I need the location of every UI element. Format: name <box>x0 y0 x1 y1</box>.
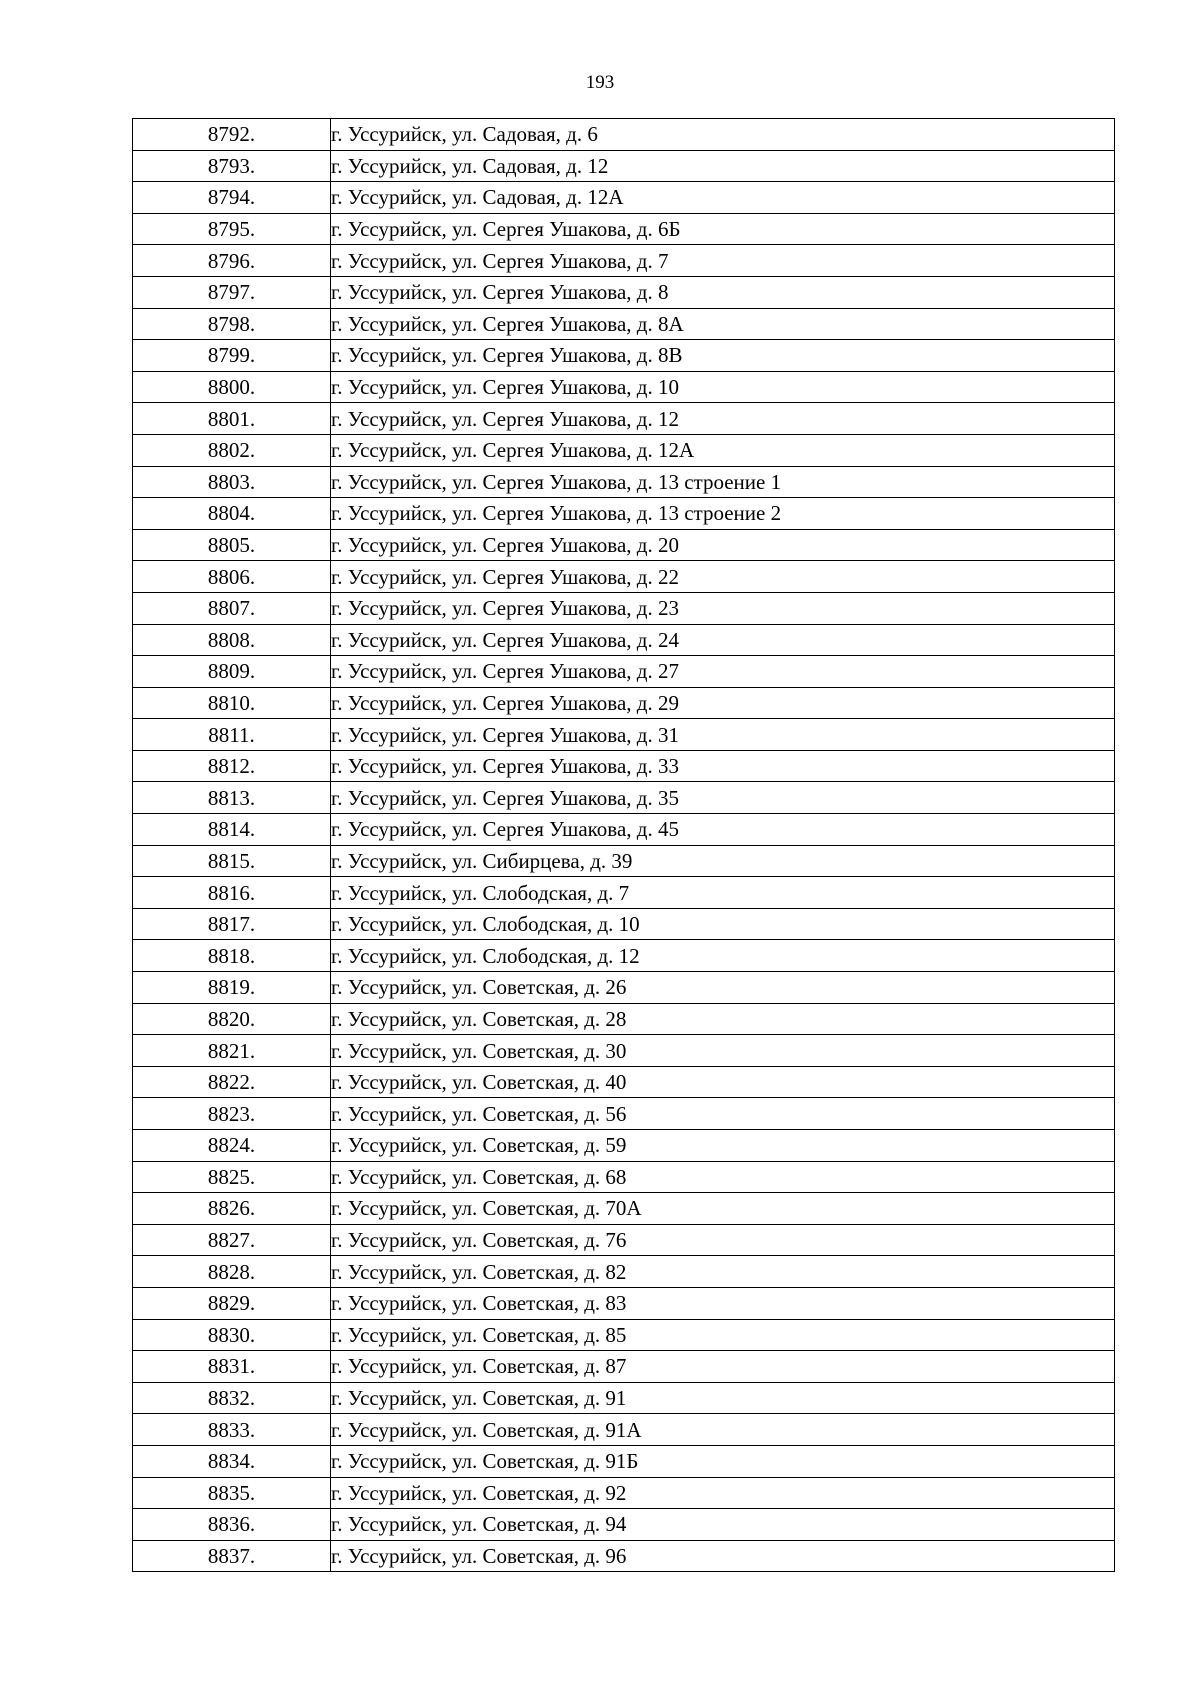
table-row <box>133 213 1115 245</box>
table-row <box>133 182 1115 214</box>
row-number: 8821. <box>133 1035 331 1067</box>
table-row <box>133 1477 1115 1509</box>
table-row <box>133 1256 1115 1288</box>
row-address: г. Уссурийск, ул. Слободская, д. 10 <box>331 908 1115 940</box>
table-row <box>133 561 1115 593</box>
table-row <box>133 1003 1115 1035</box>
table-row <box>133 1193 1115 1225</box>
row-number: 8828. <box>133 1256 331 1288</box>
row-number: 8805. <box>133 529 331 561</box>
row-number: 8835. <box>133 1477 331 1509</box>
table-row <box>133 403 1115 435</box>
row-address: г. Уссурийск, ул. Сергея Ушакова, д. 6Б <box>331 213 1115 245</box>
row-address: г. Уссурийск, ул. Сергея Ушакова, д. 35 <box>331 782 1115 814</box>
table-row <box>133 1224 1115 1256</box>
row-number: 8799. <box>133 340 331 372</box>
row-number: 8829. <box>133 1287 331 1319</box>
table-row <box>133 1130 1115 1162</box>
row-address: г. Уссурийск, ул. Советская, д. 91А <box>331 1414 1115 1446</box>
row-address: г. Уссурийск, ул. Сергея Ушакова, д. 8А <box>331 308 1115 340</box>
row-address: г. Уссурийск, ул. Советская, д. 40 <box>331 1066 1115 1098</box>
row-number: 8818. <box>133 940 331 972</box>
row-number: 8832. <box>133 1382 331 1414</box>
row-number: 8808. <box>133 624 331 656</box>
table-row <box>133 719 1115 751</box>
table-row <box>133 1414 1115 1446</box>
row-number: 8815. <box>133 845 331 877</box>
row-number: 8825. <box>133 1161 331 1193</box>
row-address: г. Уссурийск, ул. Советская, д. 28 <box>331 1003 1115 1035</box>
row-number: 8814. <box>133 814 331 846</box>
table-row <box>133 782 1115 814</box>
row-address: г. Уссурийск, ул. Сергея Ушакова, д. 27 <box>331 656 1115 688</box>
row-address: г. Уссурийск, ул. Сергея Ушакова, д. 8В <box>331 340 1115 372</box>
row-address: г. Уссурийск, ул. Советская, д. 82 <box>331 1256 1115 1288</box>
table-row <box>133 845 1115 877</box>
row-number: 8823. <box>133 1098 331 1130</box>
row-address: г. Уссурийск, ул. Садовая, д. 12А <box>331 182 1115 214</box>
table-row <box>133 340 1115 372</box>
table-row <box>133 150 1115 182</box>
row-address: г. Уссурийск, ул. Слободская, д. 12 <box>331 940 1115 972</box>
row-number: 8801. <box>133 403 331 435</box>
row-number: 8797. <box>133 276 331 308</box>
page-number: 193 <box>585 72 615 93</box>
table-row <box>133 1098 1115 1130</box>
row-number: 8817. <box>133 908 331 940</box>
row-address: г. Уссурийск, ул. Слободская, д. 7 <box>331 877 1115 909</box>
table-row <box>133 245 1115 277</box>
row-number: 8798. <box>133 308 331 340</box>
row-address: г. Уссурийск, ул. Советская, д. 91Б <box>331 1445 1115 1477</box>
row-number: 8827. <box>133 1224 331 1256</box>
row-number: 8812. <box>133 750 331 782</box>
table-row <box>133 750 1115 782</box>
row-number: 8822. <box>133 1066 331 1098</box>
row-number: 8834. <box>133 1445 331 1477</box>
row-address: г. Уссурийск, ул. Сергея Ушакова, д. 45 <box>331 814 1115 846</box>
table-row <box>133 908 1115 940</box>
table-row <box>133 1066 1115 1098</box>
row-address: г. Уссурийск, ул. Сергея Ушакова, д. 23 <box>331 592 1115 624</box>
row-address: г. Уссурийск, ул. Сергея Ушакова, д. 13 строение 1 <box>331 466 1115 498</box>
table-row <box>133 656 1115 688</box>
table-row <box>133 466 1115 498</box>
table-row <box>133 371 1115 403</box>
row-number: 8810. <box>133 687 331 719</box>
row-number: 8796. <box>133 245 331 277</box>
row-address: г. Уссурийск, ул. Сергея Ушакова, д. 20 <box>331 529 1115 561</box>
table-row <box>133 1319 1115 1351</box>
table-row <box>133 940 1115 972</box>
table-row <box>133 1351 1115 1383</box>
row-number: 8816. <box>133 877 331 909</box>
row-address: г. Уссурийск, ул. Сергея Ушакова, д. 22 <box>331 561 1115 593</box>
table-row <box>133 1509 1115 1541</box>
row-address: г. Уссурийск, ул. Советская, д. 68 <box>331 1161 1115 1193</box>
row-number: 8824. <box>133 1130 331 1162</box>
table-row <box>133 972 1115 1004</box>
table-row <box>133 687 1115 719</box>
row-number: 8803. <box>133 466 331 498</box>
table-row <box>133 1287 1115 1319</box>
row-address: г. Уссурийск, ул. Советская, д. 85 <box>331 1319 1115 1351</box>
row-number: 8793. <box>133 150 331 182</box>
table-row <box>133 1161 1115 1193</box>
table-row <box>133 1382 1115 1414</box>
row-address: г. Уссурийск, ул. Сергея Ушакова, д. 7 <box>331 245 1115 277</box>
row-number: 8806. <box>133 561 331 593</box>
row-address: г. Уссурийск, ул. Советская, д. 91 <box>331 1382 1115 1414</box>
row-address: г. Уссурийск, ул. Советская, д. 92 <box>331 1477 1115 1509</box>
table-row <box>133 1540 1115 1572</box>
row-address: г. Уссурийск, ул. Садовая, д. 6 <box>331 119 1115 151</box>
table-row <box>133 592 1115 624</box>
table-row <box>133 498 1115 530</box>
row-number: 8826. <box>133 1193 331 1225</box>
row-address: г. Уссурийск, ул. Сергея Ушакова, д. 10 <box>331 371 1115 403</box>
table-row <box>133 1035 1115 1067</box>
row-address: г. Уссурийск, ул. Советская, д. 70А <box>331 1193 1115 1225</box>
row-number: 8811. <box>133 719 331 751</box>
row-number: 8831. <box>133 1351 331 1383</box>
row-number: 8819. <box>133 972 331 1004</box>
row-number: 8833. <box>133 1414 331 1446</box>
row-address: г. Уссурийск, ул. Советская, д. 56 <box>331 1098 1115 1130</box>
row-number: 8830. <box>133 1319 331 1351</box>
table-row <box>133 624 1115 656</box>
table-row <box>133 814 1115 846</box>
row-number: 8836. <box>133 1509 331 1541</box>
table-row <box>133 119 1115 151</box>
row-address: г. Уссурийск, ул. Советская, д. 87 <box>331 1351 1115 1383</box>
row-number: 8794. <box>133 182 331 214</box>
table-row <box>133 434 1115 466</box>
row-address: г. Уссурийск, ул. Сергея Ушакова, д. 13 строение 2 <box>331 498 1115 530</box>
row-address: г. Уссурийск, ул. Сергея Ушакова, д. 29 <box>331 687 1115 719</box>
table-row <box>133 276 1115 308</box>
row-address: г. Уссурийск, ул. Сергея Ушакова, д. 12 <box>331 403 1115 435</box>
address-table-body <box>133 119 1115 1572</box>
row-number: 8800. <box>133 371 331 403</box>
table-row <box>133 1445 1115 1477</box>
row-address: г. Уссурийск, ул. Сергея Ушакова, д. 24 <box>331 624 1115 656</box>
row-number: 8804. <box>133 498 331 530</box>
row-address: г. Уссурийск, ул. Советская, д. 30 <box>331 1035 1115 1067</box>
row-address: г. Уссурийск, ул. Сергея Ушакова, д. 33 <box>331 750 1115 782</box>
row-number: 8802. <box>133 434 331 466</box>
row-number: 8792. <box>133 119 331 151</box>
row-address: г. Уссурийск, ул. Советская, д. 94 <box>331 1509 1115 1541</box>
row-address: г. Уссурийск, ул. Садовая, д. 12 <box>331 150 1115 182</box>
row-number: 8813. <box>133 782 331 814</box>
row-address: г. Уссурийск, ул. Сергея Ушакова, д. 8 <box>331 276 1115 308</box>
row-number: 8807. <box>133 592 331 624</box>
row-address: г. Уссурийск, ул. Сибирцева, д. 39 <box>331 845 1115 877</box>
row-address: г. Уссурийск, ул. Сергея Ушакова, д. 12А <box>331 434 1115 466</box>
row-address: г. Уссурийск, ул. Сергея Ушакова, д. 31 <box>331 719 1115 751</box>
row-number: 8809. <box>133 656 331 688</box>
row-number: 8795. <box>133 213 331 245</box>
table-row <box>133 529 1115 561</box>
row-address: г. Уссурийск, ул. Советская, д. 26 <box>331 972 1115 1004</box>
row-address: г. Уссурийск, ул. Советская, д. 96 <box>331 1540 1115 1572</box>
row-number: 8820. <box>133 1003 331 1035</box>
table-row <box>133 877 1115 909</box>
row-address: г. Уссурийск, ул. Советская, д. 83 <box>331 1287 1115 1319</box>
address-table <box>132 118 1115 1572</box>
row-address: г. Уссурийск, ул. Советская, д. 76 <box>331 1224 1115 1256</box>
row-number: 8837. <box>133 1540 331 1572</box>
row-address: г. Уссурийск, ул. Советская, д. 59 <box>331 1130 1115 1162</box>
table-row <box>133 308 1115 340</box>
